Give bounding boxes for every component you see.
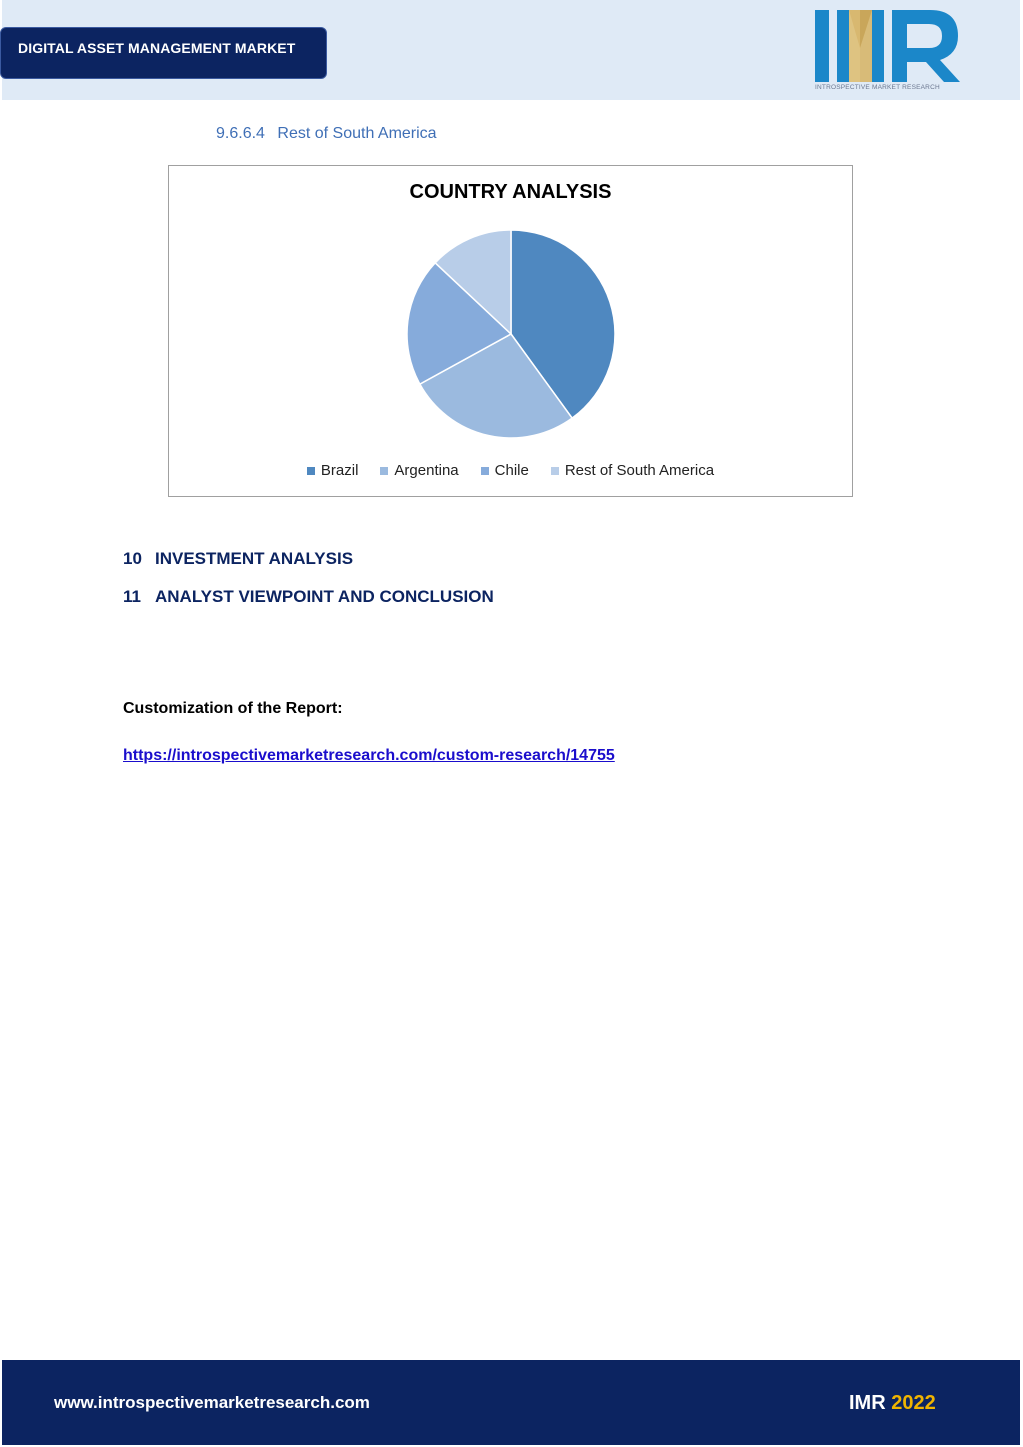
pie-chart — [169, 166, 852, 496]
footer-year: 2022 — [891, 1392, 936, 1414]
legend-swatch — [380, 467, 388, 475]
report-title: DIGITAL ASSET MANAGEMENT MARKET — [18, 40, 296, 56]
imr-logo — [812, 8, 962, 96]
legend-swatch — [307, 467, 315, 475]
legend-item-chile — [481, 462, 529, 479]
subsection-number: 9.6.6.4 — [216, 125, 265, 142]
report-title-tab — [0, 27, 327, 79]
subsection-title: Rest of South America — [277, 125, 437, 142]
chart-legend — [169, 462, 852, 479]
logo-letter-r — [892, 10, 960, 82]
section-title: INVESTMENT ANALYSIS — [155, 549, 354, 568]
section-title: ANALYST VIEWPOINT AND CONCLUSION — [155, 587, 494, 606]
footer-brand-name: IMR — [849, 1392, 886, 1414]
footer-website: www.introspectivemarketresearch.com — [54, 1393, 370, 1412]
section-heading-analyst-viewpoint — [123, 587, 494, 607]
logo-letter-i — [815, 10, 829, 82]
legend-item-rest-of-south-america — [551, 462, 714, 479]
footer-brand — [849, 1392, 936, 1415]
logo-caption: INTROSPECTIVE MARKET RESEARCH — [815, 84, 940, 91]
legend-item-argentina — [380, 462, 458, 479]
section-number: 10 — [123, 549, 142, 568]
section-heading-investment-analysis — [123, 549, 353, 569]
chart-title: COUNTRY ANALYSIS — [409, 181, 612, 203]
legend-label: Argentina — [394, 462, 459, 479]
legend-label: Brazil — [320, 462, 359, 479]
legend-label: Rest of South America — [564, 462, 715, 479]
footer-band — [2, 1360, 1020, 1445]
country-analysis-chart — [168, 165, 853, 497]
legend-label: Chile — [494, 462, 529, 479]
subsection-heading — [216, 125, 437, 143]
customization-link[interactable]: https://introspectivemarketresearch.com/custom-research/14755 — [123, 747, 615, 764]
logo-letter-m — [837, 10, 884, 82]
legend-swatch — [551, 467, 559, 475]
legend-item-brazil — [307, 462, 359, 479]
customization-label: Customization of the Report: — [123, 700, 343, 717]
legend-swatch — [481, 467, 489, 475]
section-number: 11 — [123, 587, 141, 606]
